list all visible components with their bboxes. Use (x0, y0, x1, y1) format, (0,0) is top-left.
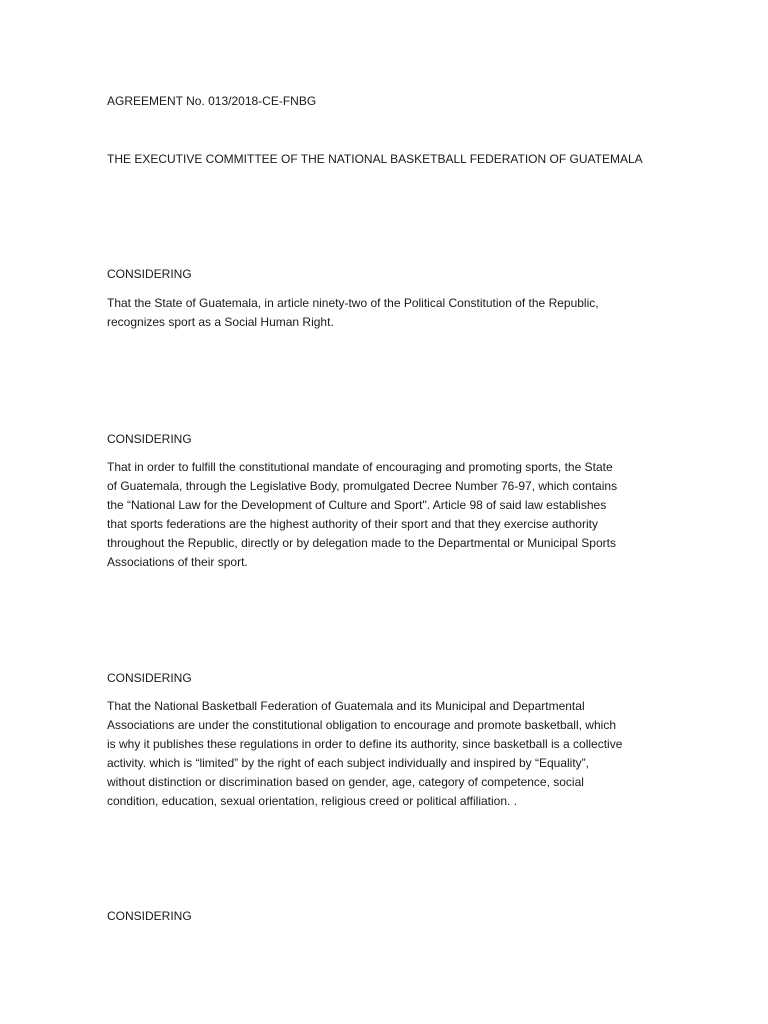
body-line: the “National Law for the Development of Culture and Sport". Article 98 of said law establishes (107, 498, 607, 512)
section-heading-2: CONSIDERING (107, 432, 192, 446)
agreement-number: AGREEMENT No. 013/2018-CE-FNBG (107, 94, 317, 108)
body-line: without distinction or discrimination based on gender, age, category of competence, social (107, 775, 584, 789)
section-body-2 (107, 458, 667, 572)
section-heading-4: CONSIDERING (107, 909, 192, 923)
body-line: activity. which is “limited” by the right of each subject individually and inspired by “Equality”, (107, 756, 589, 770)
body-line: That in order to fulfill the constitutional mandate of encouraging and promoting sports, the State (107, 460, 613, 474)
body-line: of Guatemala, through the Legislative Body, promulgated Decree Number 76-97, which contains (107, 479, 618, 493)
section-heading-3: CONSIDERING (107, 671, 192, 685)
body-line: that sports federations are the highest authority of their sport and that they exercise authority (107, 517, 598, 531)
committee-heading: THE EXECUTIVE COMMITTEE OF THE NATIONAL BASKETBALL FEDERATION OF GUATEMALA (107, 152, 643, 166)
body-line: is why it publishes these regulations in order to define its authority, since basketball is a collective (107, 737, 623, 751)
body-line: recognizes sport as a Social Human Right. (107, 315, 334, 329)
section-body-3 (107, 697, 667, 811)
body-line: condition, education, sexual orientation, religious creed or political affiliation. . (107, 794, 518, 808)
body-line: throughout the Republic, directly or by delegation made to the Departmental or Municipal Sports (107, 536, 616, 550)
body-line: That the State of Guatemala, in article ninety-two of the Political Constitution of the Republic, (107, 296, 599, 310)
body-line: Associations are under the constitutional obligation to encourage and promote basketball, which (107, 718, 616, 732)
body-line: That the National Basketball Federation of Guatemala and its Municipal and Departmental (107, 699, 585, 713)
section-heading-1: CONSIDERING (107, 267, 192, 281)
body-line: Associations of their sport. (107, 555, 248, 569)
section-body-1 (107, 294, 667, 332)
